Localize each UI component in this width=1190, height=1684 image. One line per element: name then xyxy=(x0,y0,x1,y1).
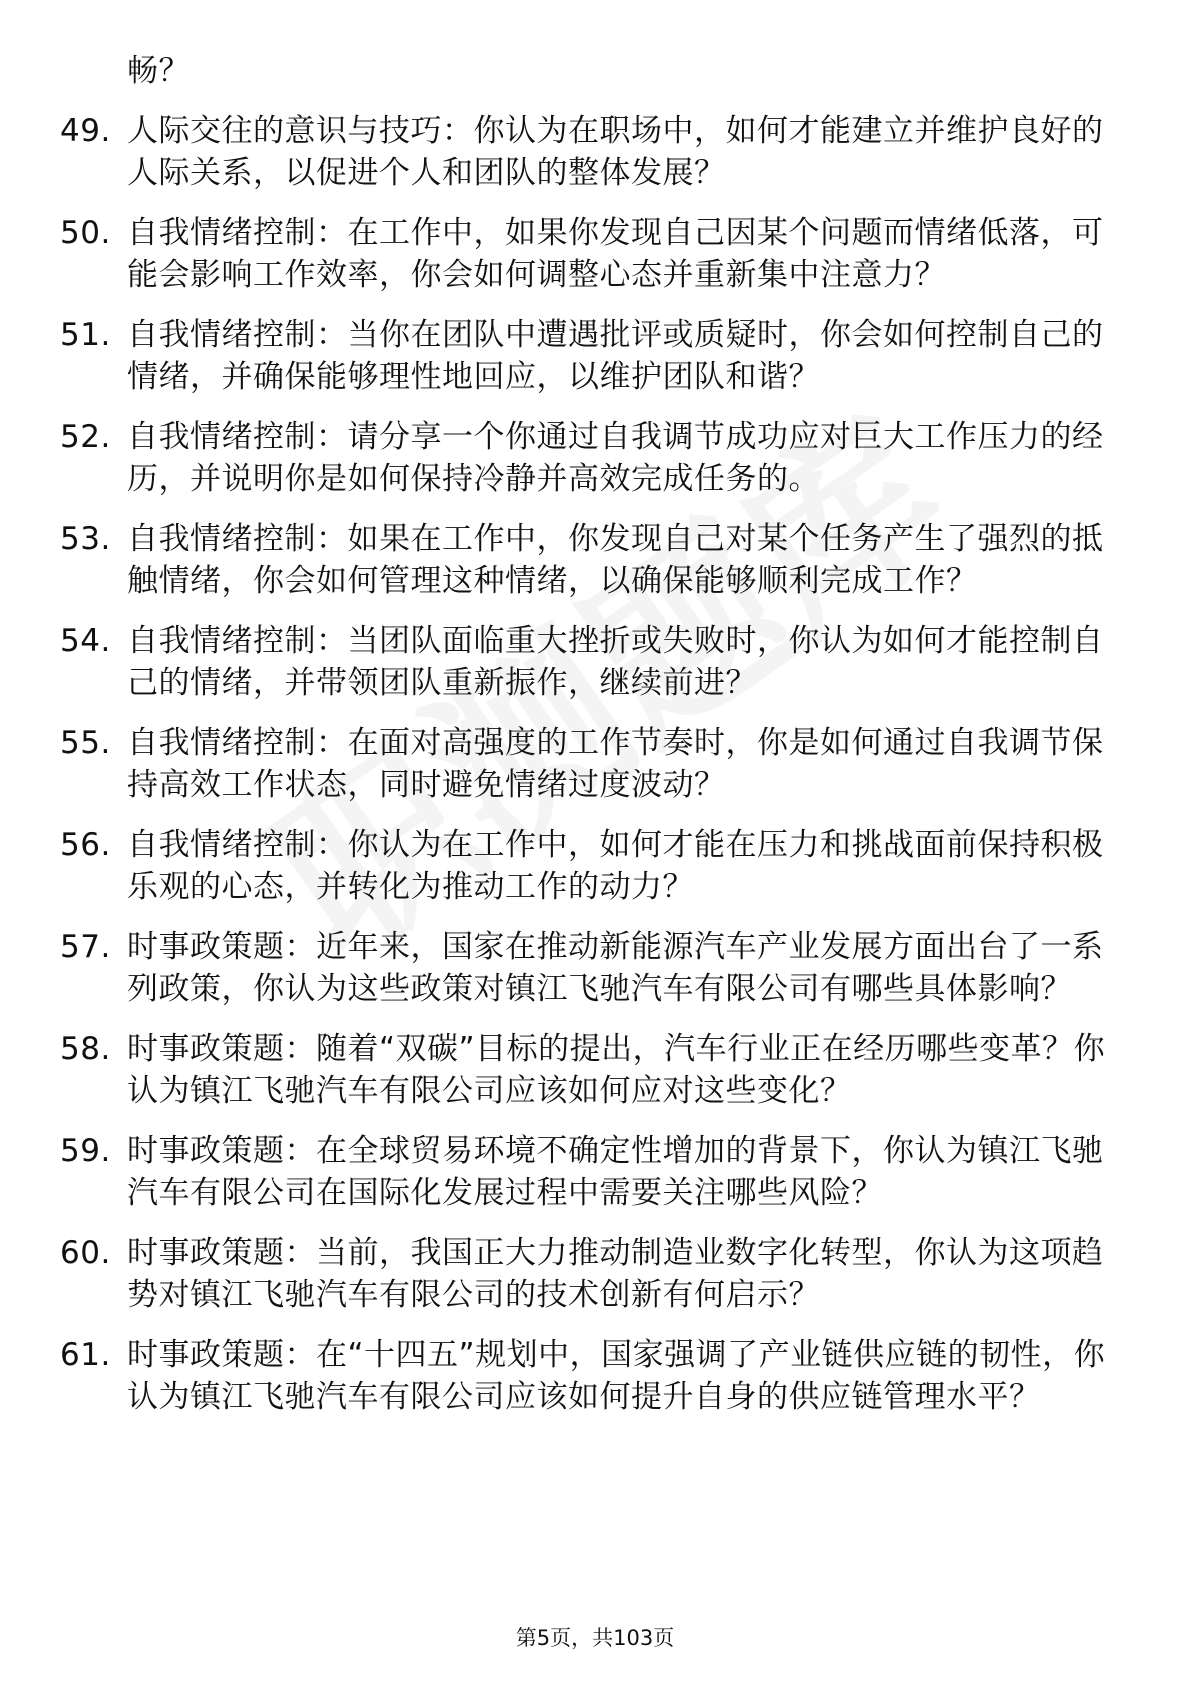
question-text: 时事政策题：近年来，国家在推动新能源汽车产业发展方面出台了一系列政策，你认为这些政策对镇江飞驰汽车有限公司有哪些具体影响？ xyxy=(127,929,1104,1007)
question-number: 50. xyxy=(60,215,111,251)
question-number: 54. xyxy=(60,623,111,659)
question-number: 49. xyxy=(60,113,111,149)
question-text: 自我情绪控制：请分享一个你通过自我调节成功应对巨大工作压力的经历，并说明你是如何保持冷静并高效完成任务的。 xyxy=(127,419,1104,497)
question-text: 自我情绪控制：你认为在工作中，如何才能在压力和挑战面前保持积极乐观的心态，并转化为推动工作的动力？ xyxy=(127,827,1104,905)
question-item xyxy=(60,1334,1120,1418)
question-text: 时事政策题：当前，我国正大力推动制造业数字化转型，你认为这项趋势对镇江飞驰汽车有限公司的技术创新有何启示？ xyxy=(127,1235,1104,1313)
question-number: 59. xyxy=(60,1133,111,1169)
question-number: 53. xyxy=(60,521,111,557)
question-item xyxy=(60,212,1120,296)
question-item xyxy=(60,1232,1120,1316)
question-text: 时事政策题：随着“双碳”目标的提出，汽车行业正在经历哪些变革？你认为镇江飞驰汽车有限公司应该如何应对这些变化？ xyxy=(127,1031,1106,1109)
question-text: 自我情绪控制：当团队面临重大挫折或失败时，你认为如何才能控制自己的情绪，并带领团队重新振作，继续前进？ xyxy=(127,623,1104,701)
question-item xyxy=(60,824,1120,908)
question-text: 时事政策题：在“十四五”规划中，国家强调了产业链供应链的韧性，你认为镇江飞驰汽车有限公司应该如何提升自身的供应链管理水平？ xyxy=(127,1337,1106,1415)
page-footer: 第5页，共103页 xyxy=(515,1626,675,1650)
question-text: 自我情绪控制：如果在工作中，你发现自己对某个任务产生了强烈的抵触情绪，你会如何管理这种情绪，以确保能够顺利完成工作？ xyxy=(127,521,1104,599)
question-item xyxy=(60,518,1120,602)
question-text: 自我情绪控制：当你在团队中遭遇批评或质疑时，你会如何控制自己的情绪，并确保能够理性地回应，以维护团队和谐？ xyxy=(127,317,1104,395)
question-number: 55. xyxy=(60,725,111,761)
question-number: 60. xyxy=(60,1235,111,1271)
question-number: 52. xyxy=(60,419,111,455)
question-item xyxy=(60,110,1120,194)
question-number: 61. xyxy=(60,1337,111,1373)
question-text: 自我情绪控制：在工作中，如果你发现自己因某个问题而情绪低落，可能会影响工作效率，你会如何调整心态并重新集中注意力？ xyxy=(127,215,1104,293)
question-item xyxy=(60,314,1120,398)
question-item xyxy=(60,620,1120,704)
continuation-text: 畅？ xyxy=(127,53,190,89)
question-number: 56. xyxy=(60,827,111,863)
question-number: 58. xyxy=(60,1031,111,1067)
question-item xyxy=(60,416,1120,500)
question-number: 57. xyxy=(60,929,111,965)
question-number: 51. xyxy=(60,317,111,353)
question-list xyxy=(60,50,1120,1436)
question-item xyxy=(60,1130,1120,1214)
question-item xyxy=(60,926,1120,1010)
question-text: 时事政策题：在全球贸易环境不确定性增加的背景下，你认为镇江飞驰汽车有限公司在国际化发展过程中需要关注哪些风险？ xyxy=(127,1133,1104,1211)
question-item xyxy=(60,1028,1120,1112)
question-text: 人际交往的意识与技巧：你认为在职场中，如何才能建立并维护良好的人际关系，以促进个人和团队的整体发展？ xyxy=(127,113,1104,191)
question-text: 自我情绪控制：在面对高强度的工作节奏时，你是如何通过自我调节保持高效工作状态，同时避免情绪过度波动？ xyxy=(127,725,1104,803)
question-item xyxy=(60,722,1120,806)
